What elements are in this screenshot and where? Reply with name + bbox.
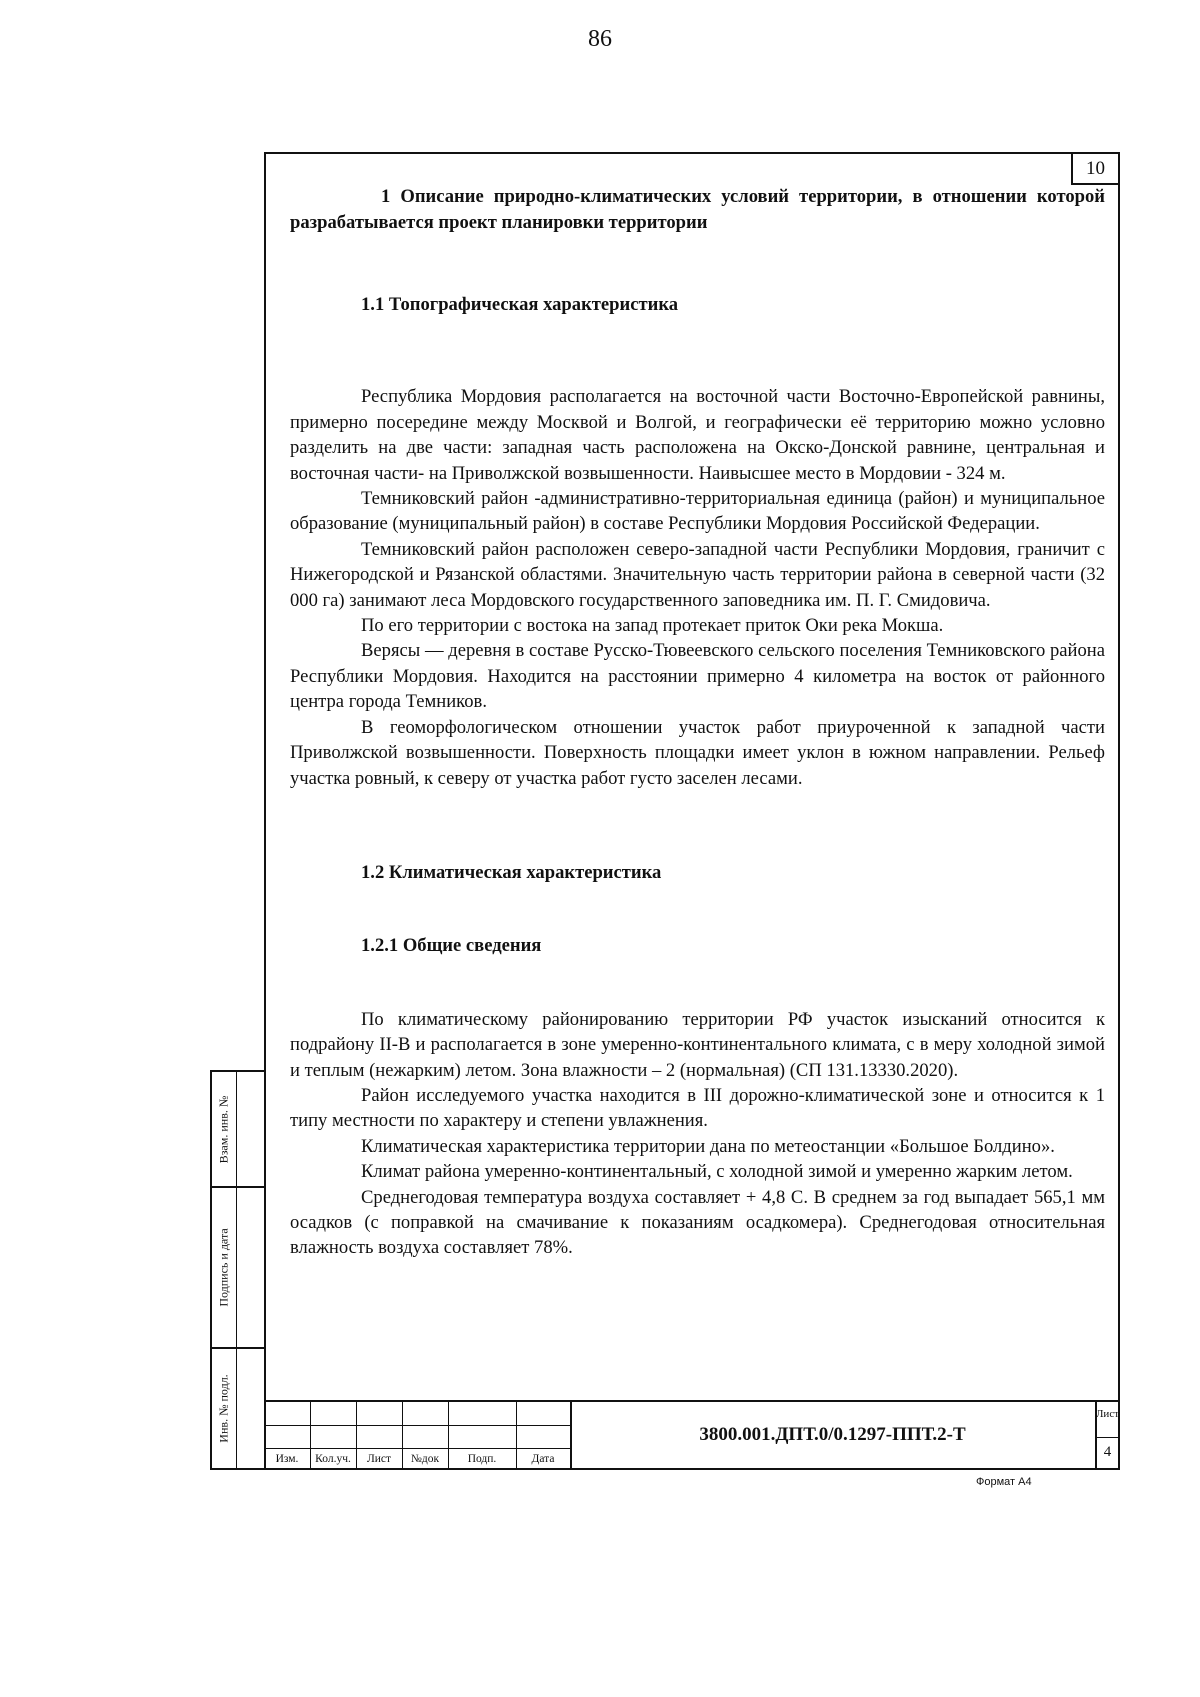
side-strip-vzam [210,1070,266,1188]
paragraph: Республика Мордовия располагается на восточной части Восточно-Европейской равнины, примерно посередине между Москвой и Волгой, и географически её территорию можно условно разделить на две части: западная часть расположена на Окско-Донской равнине, центральная и восточная части- на Приволжской возвышенности. Наивысшее место в Мордовии - 324 м. [290,386,1105,484]
side-strip-inv [210,1347,266,1470]
section-heading-1-1: 1.1 Топографическая характеристика [361,294,679,315]
paragraph: Темниковский район расположен северо-западной части Республики Мордовия, граничит с Нижегородской и Рязанской областями. Значительную часть территории района в северной части (32 000 га) занимают леса Мордовского государственного заповедника им. П. Г. Смидовича. [290,538,1105,611]
paragraph: Темниковский район -административно-территориальная единица (район) и муниципальное образование (муниципальный район) в составе Республики Мордовия Российской Федерации. [290,488,1105,535]
title-block-caption: Кол.уч. [315,1453,351,1465]
title-block-caption: Дата [531,1453,555,1465]
page-number: 86 [588,26,612,52]
title-block-caption: №док [410,1453,440,1465]
title-block-caption: Подп. [467,1453,497,1465]
side-strip-label: Взам. инв. № [216,1095,231,1163]
document-title: 1 Описание природно-климатических условий территории, в отношении которой разрабатывается проект планировки территории [290,186,1105,233]
paragraph: Климат района умеренно-континентальный, с холодной зимой и умеренно жарким летом. [361,1161,1073,1183]
title-block-caption: Лист [366,1453,392,1465]
paragraph: В геоморфологическом отношении участок работ приуроченной к западной части Приволжской возвышенности. Поверхность площадки имеет уклон в южном направлении. Рельеф участка ровный, к северу от участка работ густо заселен лесами. [290,716,1105,789]
title-block [264,1400,1120,1470]
document-code: 3800.001.ДПТ.0/0.1297-ППТ.2-Т [699,1424,966,1445]
paragraph: Среднегодовая температура воздуха составляет + 4,8 С. В среднем за год выпадает 565,1 мм осадков (с поправкой на смачивание к показаниям осадкомера). Среднегодовая относительная влажность воздуха составляет 78%. [290,1186,1105,1259]
side-strip-podpis [210,1186,266,1349]
paragraph: По климатическому районированию территории РФ участок изысканий относится к подрайону II-В и располагается в зоне умеренно-континентального климата, с в меру холодной зимой и теплым (нежарким) летом. Зона влажности – 2 (нормальная) (СП 131.13330.2020). [290,1008,1105,1081]
title-block-caption: Изм. [275,1453,299,1465]
sheet-label: Лист [1095,1408,1120,1420]
side-strip-label: Инв. № подл. [216,1374,231,1443]
document-body [290,184,1105,1261]
format-label: Формат А4 [976,1476,1032,1488]
sheet-number: 4 [1103,1444,1112,1460]
paragraph: Район исследуемого участка находится в III дорожно-климатической зоне и относится к 1 типу местности по характеру и степени увлажнения. [290,1084,1105,1132]
paragraph: Климатическая характеристика территории дана по метеостанции «Большое Болдино». [361,1135,1055,1157]
paragraph: По его территории с востока на запад протекает приток Оки река Мокша. [361,615,944,637]
paragraph: Верясы — деревня в составе Русско-Тювеевского сельского поселения Темниковского района Республики Мордовия. Находится на расстоянии примерно 4 километра на восток от районного центра города Темников. [290,640,1105,713]
corner-sheet-number: 10 [1071,152,1120,185]
subsection-heading-1-2-1: 1.2.1 Общие сведения [361,935,542,957]
section-heading-1-2: 1.2 Климатическая характеристика [361,861,662,883]
side-strip-label: Подпись и дата [216,1228,231,1307]
